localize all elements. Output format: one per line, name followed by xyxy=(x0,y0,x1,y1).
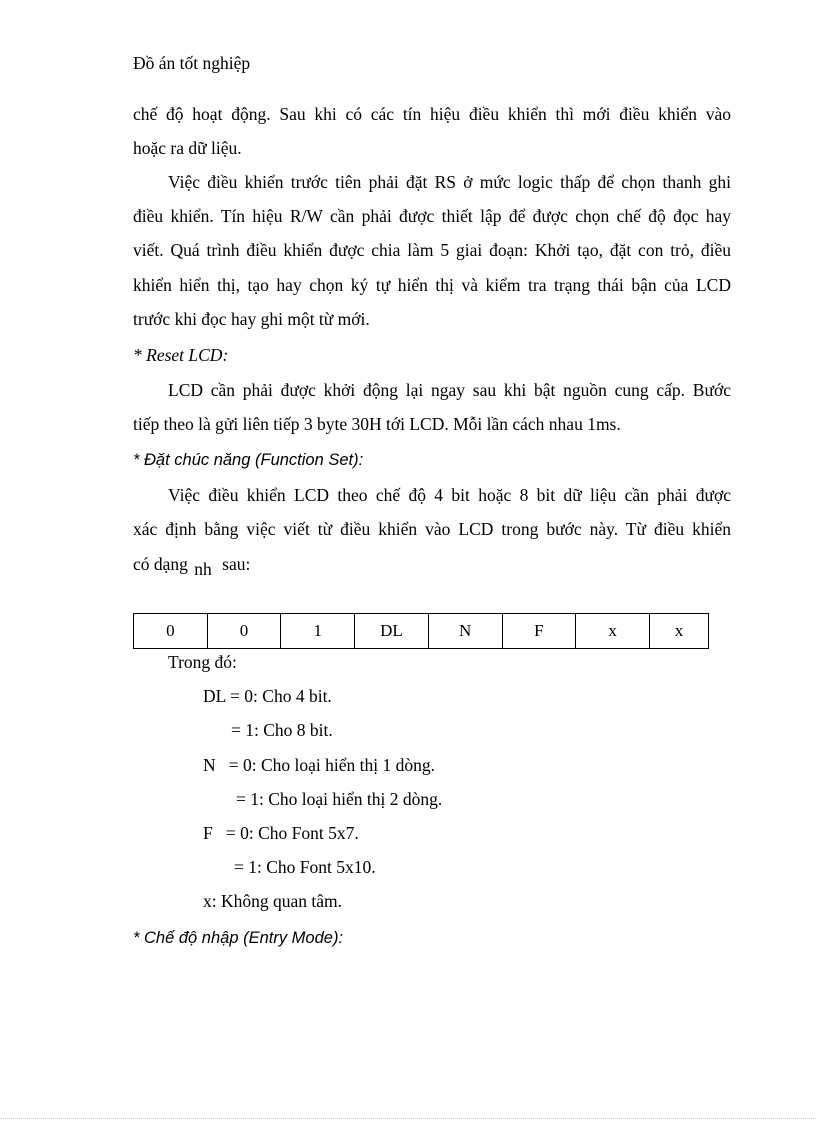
explanation-line: = 1: Cho Font 5x10. xyxy=(234,857,376,877)
section-heading-function-set: * Đặt chúc năng (Function Set): xyxy=(133,451,364,469)
explanation-line: = 1: Cho loại hiển thị 2 dòng. xyxy=(236,789,443,809)
table-cell: x xyxy=(576,614,650,649)
table-cell: DL xyxy=(355,614,429,649)
paragraph-line: chế độ hoạt động. Sau khi có các tín hiệu điều khiển thì mới điều khiển vào xyxy=(133,104,731,124)
section-heading-reset: * Reset LCD: xyxy=(133,345,229,365)
control-word-table xyxy=(133,613,709,649)
paragraph-text-subscript: nh xyxy=(194,559,212,579)
page-bottom-divider xyxy=(0,1118,816,1119)
table-cell: x xyxy=(650,614,709,649)
paragraph-line: Việc điều khiển LCD theo chế độ 4 bit hoặc 8 bit dữ liệu cần phải được xyxy=(168,485,731,505)
paragraph-line: Việc điều khiển trước tiên phải đặt RS ở mức logic thấp để chọn thanh ghi xyxy=(168,172,731,192)
table-cell: F xyxy=(502,614,576,649)
table-row xyxy=(134,614,709,649)
explanation-line: DL = 0: Cho 4 bit. xyxy=(203,686,332,706)
table-cell: 0 xyxy=(134,614,208,649)
explanation-intro: Trong đó: xyxy=(168,652,237,672)
paragraph-line: khiển hiển thị, tạo hay chọn ký tự hiển thị và kiểm tra trạng thái bận của LCD xyxy=(133,275,731,295)
paragraph-line: điều khiển. Tín hiệu R/W cần phải được thiết lập để được chọn chế độ đọc hay xyxy=(133,206,731,226)
paragraph-line xyxy=(133,554,251,579)
table-cell: 1 xyxy=(281,614,355,649)
paragraph-line: viết. Quá trình điều khiển được chia làm 5 giai đoạn: Khởi tạo, đặt con trỏ, điều xyxy=(133,240,731,260)
paragraph-line: xác định bằng việc viết từ điều khiển vào LCD trong bước này. Từ điều khiển xyxy=(133,519,731,539)
paragraph-text: có dạng xyxy=(133,554,188,574)
paragraph-line: LCD cần phải được khởi động lại ngay sau khi bật nguồn cung cấp. Bước xyxy=(168,380,731,400)
explanation-line: = 1: Cho 8 bit. xyxy=(231,720,333,740)
paragraph-line: tiếp theo là gửi liên tiếp 3 byte 30H tới LCD. Mỗi lần cách nhau 1ms. xyxy=(133,414,621,434)
explanation-line: F = 0: Cho Font 5x7. xyxy=(203,823,359,843)
paragraph-line: hoặc ra dữ liệu. xyxy=(133,138,242,158)
section-heading-entry-mode: * Chế độ nhập (Entry Mode): xyxy=(133,929,344,947)
page-header: Đồ án tốt nghiệp xyxy=(133,53,251,73)
explanation-line: x: Không quan tâm. xyxy=(203,891,343,911)
paragraph-text: sau: xyxy=(222,554,251,574)
explanation-line: N = 0: Cho loại hiển thị 1 dòng. xyxy=(203,755,436,775)
table-cell: N xyxy=(428,614,502,649)
table-cell: 0 xyxy=(207,614,281,649)
paragraph-line: trước khi đọc hay ghi một từ mới. xyxy=(133,309,370,329)
